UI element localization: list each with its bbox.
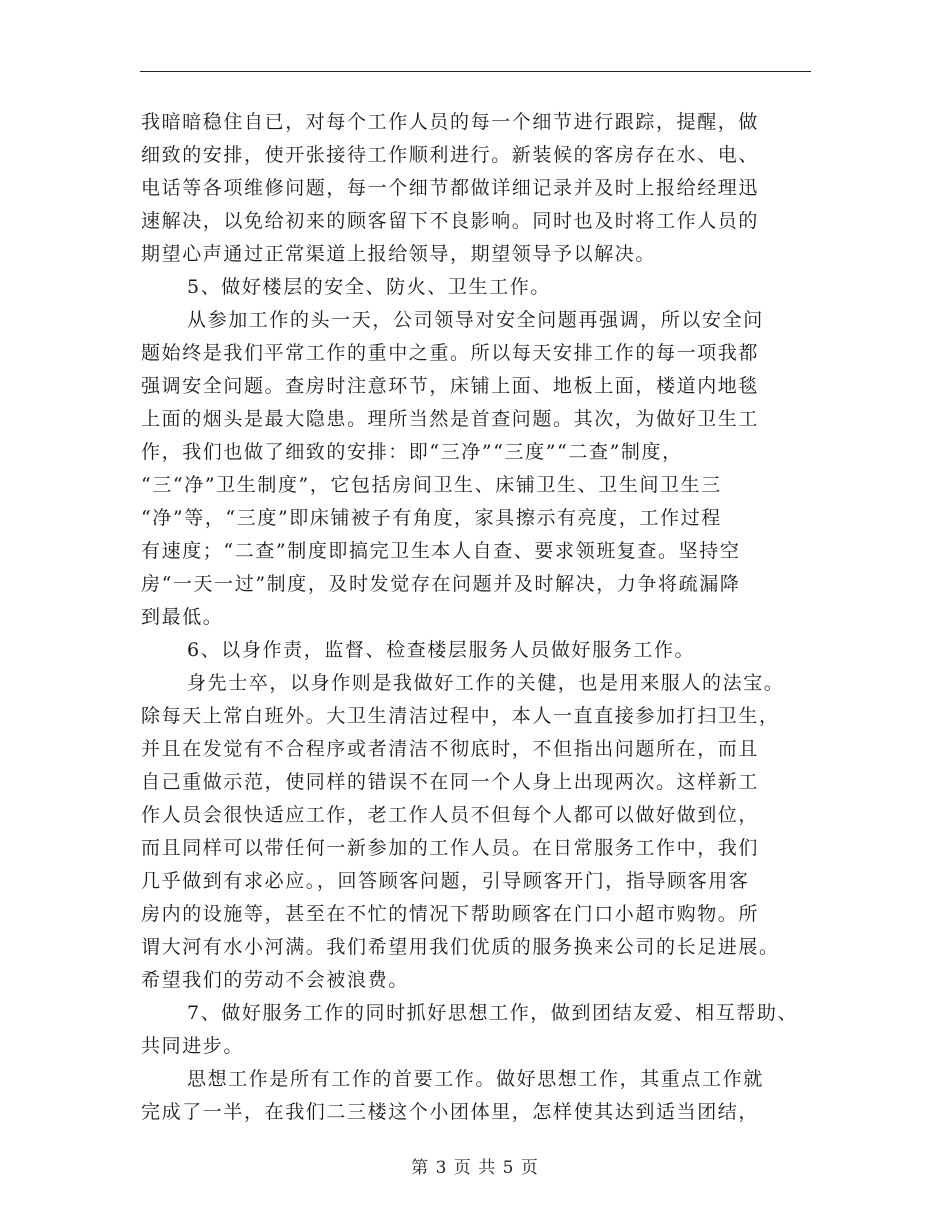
text-line: 几乎做到有求必应。，回答顾客问题，引导顾客开门，指导顾客用客 (141, 870, 750, 892)
section-heading: 5、做好楼层的安全、防火、卫生工作。 (187, 276, 551, 298)
text-line: 自己重做示范，使同样的错误不在同一个人身上出现两次。这样新工 (141, 771, 760, 793)
text-line: 题始终是我们平常工作的重中之重。所以每天安排工作的每一项我都 (141, 342, 760, 364)
text-line: 细致的安排，使开张接待工作顺利进行。新装候的客房存在水、电、 (141, 144, 760, 166)
text-line: 作人员会很快适应工作，老工作人员不但每个人都可以做好做到位， (141, 804, 760, 826)
text-line: “三“净”卫生制度”，它包括房间卫生、床铺卫生、卫生间卫生三 (141, 474, 722, 496)
text-line: 希望我们的劳动不会被浪费。 (141, 969, 409, 991)
text-line: 速解决，以免给初来的顾客留下不良影响。同时也及时将工作人员的 (141, 210, 760, 232)
text-line: 强调安全问题。查房时注意环节，床铺上面、地板上面，楼道内地毯 (141, 375, 760, 397)
text-line: 作，我们也做了细致的安排：即“三净”“三度”“二查”制度， (141, 441, 683, 463)
page-footer: 第 3 页 共 5 页 (411, 1158, 539, 1178)
text-line: 完成了一半，在我们二三楼这个小团体里，怎样使其达到适当团结， (141, 1101, 760, 1123)
text-line: “净”等，“三度”即床铺被子有角度，家具擦示有亮度，工作过程 (141, 507, 722, 529)
text-line: 从参加工作的头一天，公司领导对安全问题再强调，所以安全问 (187, 309, 764, 331)
text-line: 除每天上常白班外。大卫生清洁过程中，本人一直直接参加打扫卫生， (141, 705, 780, 727)
section-heading: 6、以身作责，监督、检查楼层服务人员做好服务工作。 (187, 639, 696, 661)
text-line: 到最低。 (141, 606, 224, 628)
text-line: 我暗暗稳住自已，对每个工作人员的每一个细节进行跟踪，提醒，做 (141, 111, 760, 133)
text-line: 身先士卒，以身作则是我做好工作的关健，也是用来服人的法宝。 (187, 672, 785, 694)
text-line: 并且在发觉有不合程序或者清洁不彻底时，不但指出问题所在，而且 (141, 738, 760, 760)
text-line: 共同进步。 (141, 1035, 245, 1057)
text-line: 而且同样可以带任何一新参加的工作人员。在日常服务工作中，我们 (141, 837, 760, 859)
text-line: 房“一天一过”制度，及时发觉存在问题并及时解决，力争将疏漏降 (141, 573, 741, 595)
text-line: 电话等各项维修问题，每一个细节都做详细记录并及时上报给经理迅 (141, 177, 760, 199)
text-line: 思想工作是所有工作的首要工作。做好思想工作，其重点工作就 (187, 1068, 764, 1090)
text-line: 房内的设施等，甚至在不忙的情况下帮助顾客在门口小超市购物。所 (141, 903, 760, 925)
text-line: 上面的烟头是最大隐患。理所当然是首查问题。其次，为做好卫生工 (141, 408, 760, 430)
text-line: 有速度；“二查”制度即搞完卫生本人自查、要求领班复查。坚持空 (141, 540, 741, 562)
text-line: 期望心声通过正常渠道上报给领导，期望领导予以解决。 (141, 243, 657, 265)
section-heading: 7、做好服务工作的同时抓好思想工作，做到团结友爱、相互帮助、 (187, 1002, 799, 1024)
text-line: 谓大河有水小河满。我们希望用我们优质的服务换来公司的长足进展。 (141, 936, 780, 958)
